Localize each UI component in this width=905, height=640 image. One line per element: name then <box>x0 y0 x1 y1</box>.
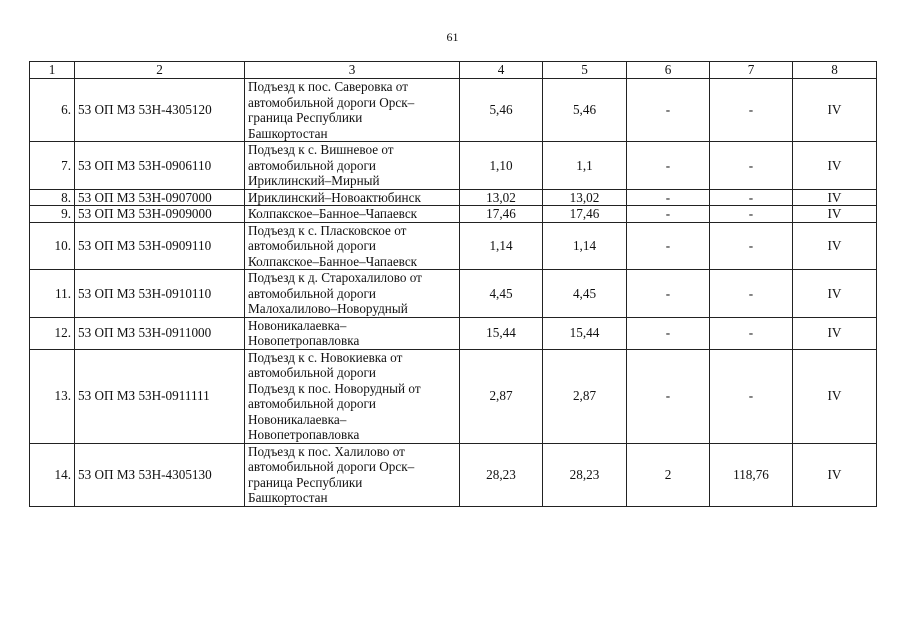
length-col-5: 1,1 <box>543 142 627 190</box>
category: IV <box>793 317 877 349</box>
length-col-5: 13,02 <box>543 189 627 206</box>
value-col-7: - <box>710 270 793 318</box>
table-header-row <box>30 62 877 79</box>
value-col-6: - <box>627 317 710 349</box>
value-col-6: - <box>627 79 710 142</box>
road-name <box>245 189 460 206</box>
table-row <box>30 206 877 223</box>
road-name-line: Подъезд к с. Вишневое от <box>248 142 394 157</box>
road-name <box>245 349 460 443</box>
length-total: 4,45 <box>460 270 543 318</box>
length-total: 15,44 <box>460 317 543 349</box>
row-number: 12. <box>30 317 75 349</box>
value-col-7: - <box>710 222 793 270</box>
value-col-7: - <box>710 142 793 190</box>
value-col-6: - <box>627 270 710 318</box>
road-name-line: Новоникалаевка– <box>248 317 347 333</box>
table-row <box>30 79 877 142</box>
road-name-line: Подъезд к пос. Халилово от <box>248 443 405 459</box>
value-col-7: - <box>710 317 793 349</box>
value-col-7: - <box>710 189 793 206</box>
table-row <box>30 189 877 206</box>
road-code: 53 ОП МЗ 53Н-0909110 <box>75 222 245 270</box>
roads-table <box>29 61 877 507</box>
row-number: 10. <box>30 222 75 270</box>
table-row <box>30 443 877 506</box>
road-name <box>245 79 460 142</box>
length-col-5: 5,46 <box>543 79 627 142</box>
table-row <box>30 270 877 318</box>
length-total: 17,46 <box>460 206 543 223</box>
length-col-5: 4,45 <box>543 270 627 318</box>
category: IV <box>793 270 877 318</box>
road-code: 53 ОП МЗ 53Н-0911000 <box>75 317 245 349</box>
category: IV <box>793 349 877 443</box>
category: IV <box>793 222 877 270</box>
value-col-6: 2 <box>627 443 710 506</box>
road-code: 53 ОП МЗ 53Н-4305120 <box>75 79 245 142</box>
row-number: 9. <box>30 206 75 223</box>
value-col-7: - <box>710 349 793 443</box>
road-name <box>245 443 460 506</box>
road-name-line: автомобильной дороги <box>248 365 376 380</box>
value-col-6: - <box>627 206 710 223</box>
road-name <box>245 142 460 190</box>
length-total: 5,46 <box>460 79 543 142</box>
value-col-6: - <box>627 349 710 443</box>
length-col-5: 2,87 <box>543 349 627 443</box>
row-number: 13. <box>30 349 75 443</box>
road-name-line: граница Республики <box>248 474 363 490</box>
road-name-line: граница Республики <box>248 110 363 125</box>
value-col-6: - <box>627 222 710 270</box>
value-col-7: 118,76 <box>710 443 793 506</box>
road-name-line: автомобильной дороги <box>248 157 376 173</box>
road-name-line: Подъезд к с. Новокиевка от <box>248 349 403 365</box>
value-col-7: - <box>710 206 793 223</box>
length-total: 13,02 <box>460 189 543 206</box>
road-code: 53 ОП МЗ 53Н-4305130 <box>75 443 245 506</box>
category: IV <box>793 189 877 206</box>
length-total: 28,23 <box>460 443 543 506</box>
road-name-line: автомобильной дороги <box>248 238 376 253</box>
length-total: 1,14 <box>460 222 543 270</box>
length-col-5: 15,44 <box>543 317 627 349</box>
road-name-line: Малохалилово–Новорудный <box>248 301 408 316</box>
header-cell-6: 6 <box>627 62 710 79</box>
header-cell-3: 3 <box>245 62 460 79</box>
value-col-7: - <box>710 79 793 142</box>
header-cell-1: 1 <box>30 62 75 79</box>
road-name-line: автомобильной дороги <box>248 396 376 411</box>
category: IV <box>793 79 877 142</box>
road-code: 53 ОП МЗ 53Н-0907000 <box>75 189 245 206</box>
road-name-line: Подъезд к пос. Новорудный от <box>248 380 421 396</box>
road-name <box>245 222 460 270</box>
length-col-5: 1,14 <box>543 222 627 270</box>
length-col-5: 17,46 <box>543 206 627 223</box>
road-name <box>245 270 460 318</box>
road-name <box>245 206 460 223</box>
road-name-line: Ириклинский–Новоактюбинск <box>248 189 421 205</box>
road-code: 53 ОП МЗ 53Н-0911111 <box>75 349 245 443</box>
header-cell-8: 8 <box>793 62 877 79</box>
road-name-line: автомобильной дороги Орск– <box>248 459 415 474</box>
row-number: 7. <box>30 142 75 190</box>
road-name-line: Колпакское–Банное–Чапаевск <box>248 253 418 269</box>
road-name-line: автомобильной дороги Орск– <box>248 94 415 110</box>
category: IV <box>793 443 877 506</box>
header-cell-4: 4 <box>460 62 543 79</box>
row-number: 8. <box>30 189 75 206</box>
length-col-5: 28,23 <box>543 443 627 506</box>
table-row <box>30 349 877 443</box>
row-number: 11. <box>30 270 75 318</box>
category: IV <box>793 206 877 223</box>
road-name-line: Новопетропавловка <box>248 333 360 348</box>
road-code: 53 ОП МЗ 53Н-0910110 <box>75 270 245 318</box>
road-name-line: автомобильной дороги <box>248 285 376 301</box>
road-name-line: Новоникалаевка– <box>248 411 347 427</box>
road-code: 53 ОП МЗ 53Н-0906110 <box>75 142 245 190</box>
road-name-line: Ириклинский–Мирный <box>248 173 380 188</box>
road-name-line: Башкортостан <box>248 490 328 505</box>
road-name-line: Колпакское–Банное–Чапаевск <box>248 206 418 221</box>
road-name-line: Новопетропавловка <box>248 427 360 442</box>
road-name-line: Подъезд к д. Старохалилово от <box>248 270 422 285</box>
road-code: 53 ОП МЗ 53Н-0909000 <box>75 206 245 223</box>
header-cell-7: 7 <box>710 62 793 79</box>
length-total: 1,10 <box>460 142 543 190</box>
row-number: 14. <box>30 443 75 506</box>
table-row <box>30 317 877 349</box>
road-name-line: Башкортостан <box>248 125 328 141</box>
value-col-6: - <box>627 142 710 190</box>
page-number: 61 <box>446 30 459 44</box>
road-name <box>245 317 460 349</box>
header-cell-2: 2 <box>75 62 245 79</box>
length-total: 2,87 <box>460 349 543 443</box>
row-number: 6. <box>30 79 75 142</box>
category: IV <box>793 142 877 190</box>
header-cell-5: 5 <box>543 62 627 79</box>
road-name-line: Подъезд к с. Пласковское от <box>248 222 407 238</box>
value-col-6: - <box>627 189 710 206</box>
table-row <box>30 222 877 270</box>
road-name-line: Подъезд к пос. Саверовка от <box>248 79 408 94</box>
table-row <box>30 142 877 190</box>
table-body <box>30 79 877 507</box>
